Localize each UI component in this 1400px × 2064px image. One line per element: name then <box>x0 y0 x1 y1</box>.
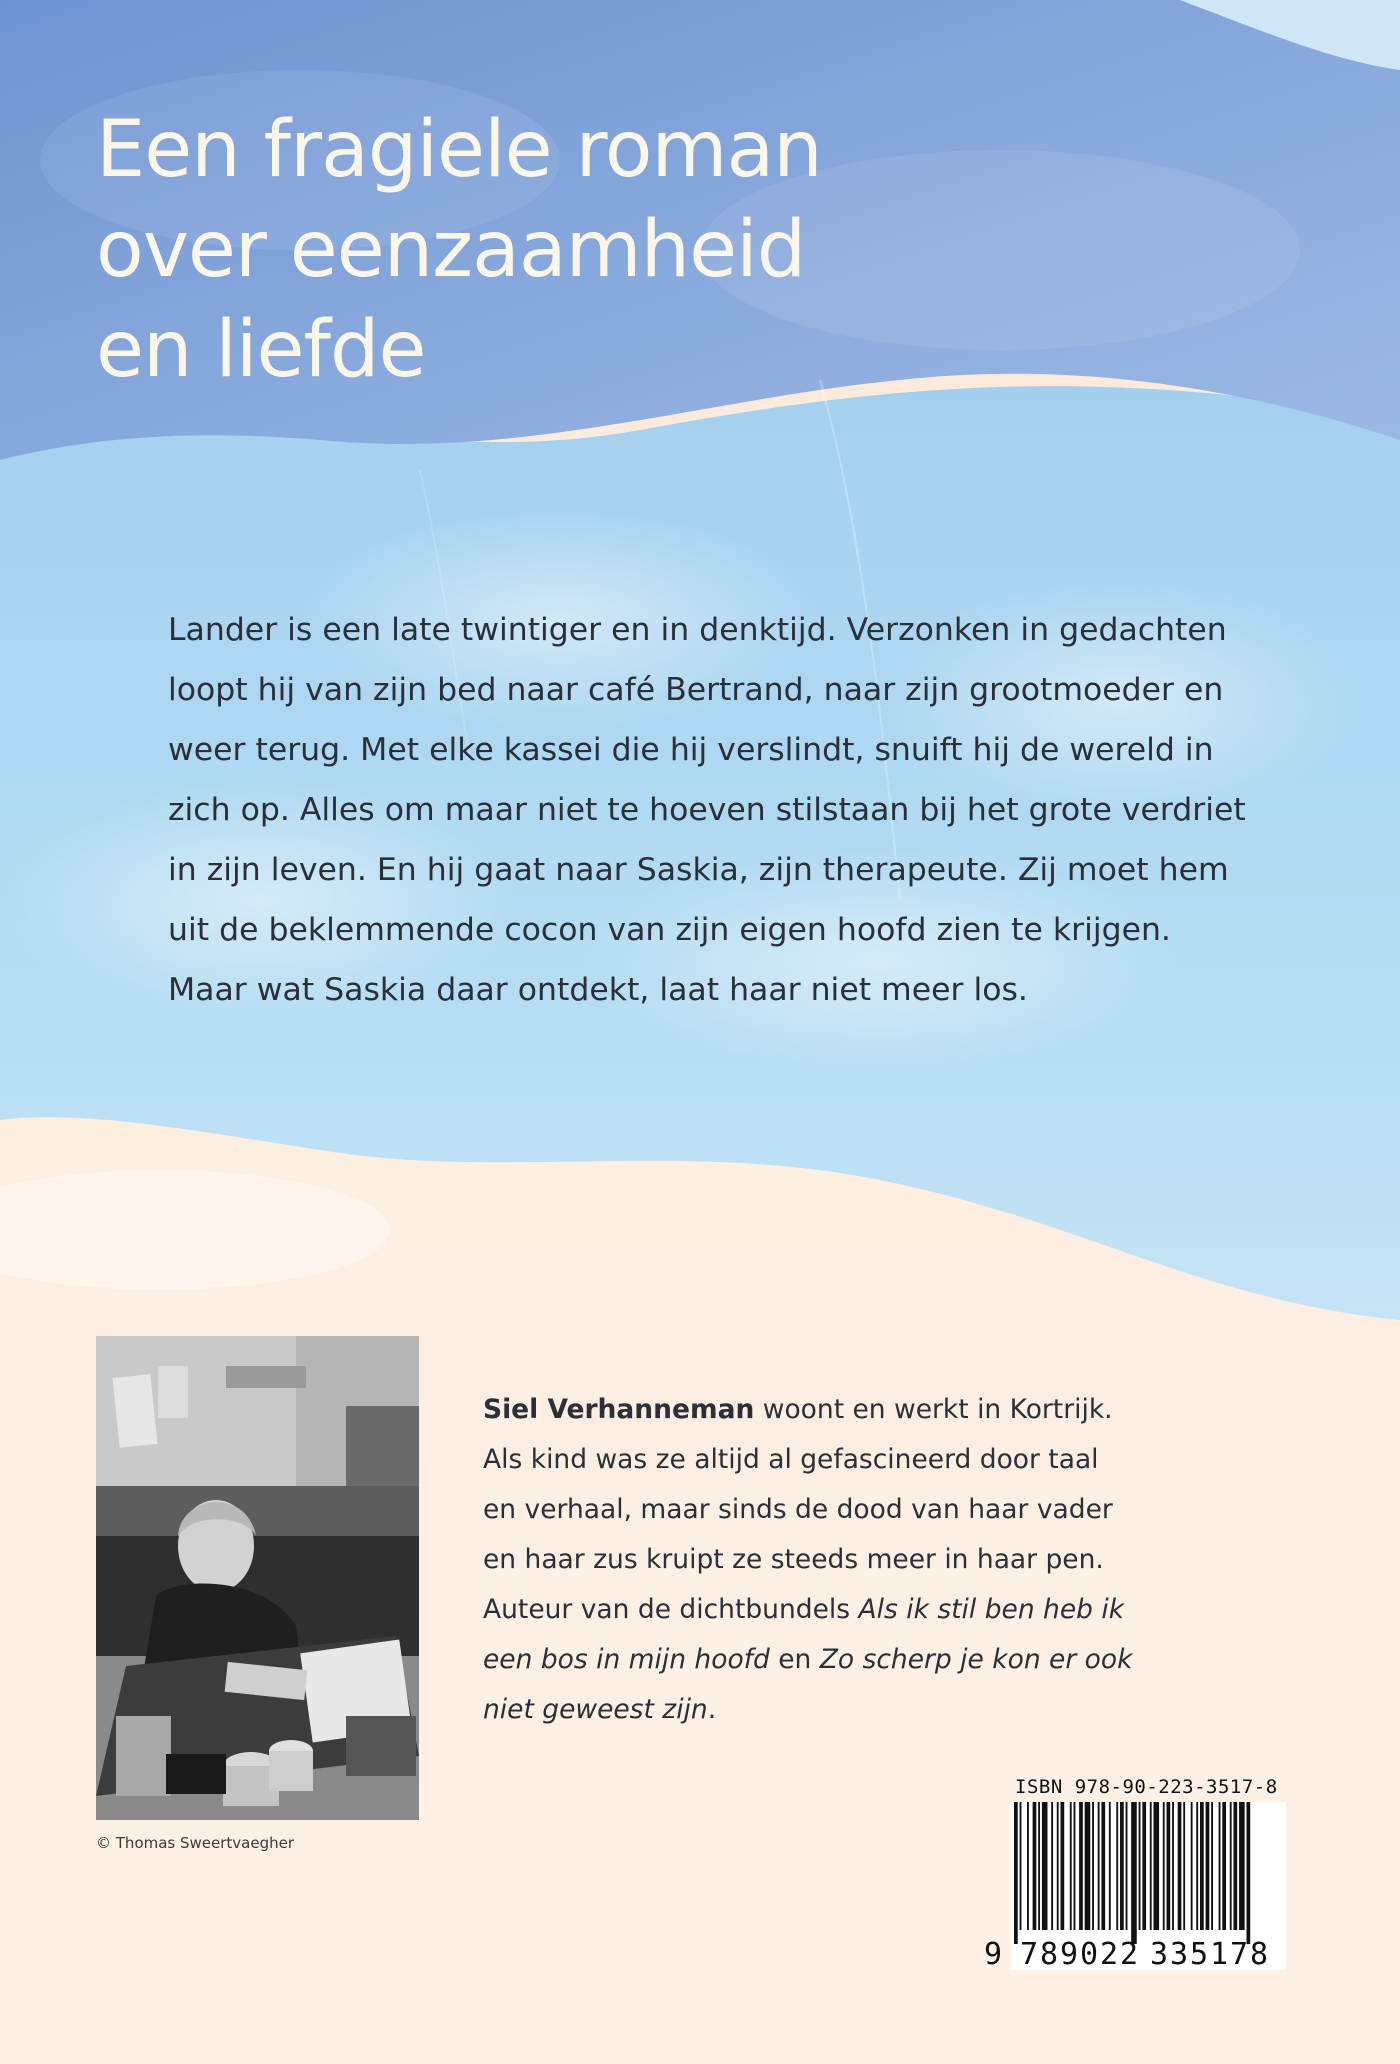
barcode-bar <box>1085 1802 1091 1930</box>
author-photo <box>96 1336 419 1820</box>
barcode-bar <box>1092 1802 1094 1930</box>
blurb-line: zich op. Alles om maar niet te hoeven stilstaan bij het grote verdriet <box>168 792 1246 828</box>
barcode-bar <box>1167 1802 1171 1930</box>
barcode-bar <box>1163 1802 1165 1930</box>
headline-line-3: en liefde <box>96 305 426 395</box>
work-title-2: Zo scherp je kon er ook <box>819 1644 1133 1675</box>
barcode-right-digits: 335178 <box>1150 1937 1268 1970</box>
barcode-bar <box>1222 1802 1226 1930</box>
blurb-line: Lander is een late twintiger en in denktijd. Verzonken in gedachten <box>168 612 1227 648</box>
bio-line <box>483 1685 1243 1735</box>
work-title-2-cont: niet geweest zijn <box>483 1694 708 1725</box>
bio-line <box>483 1585 1243 1635</box>
author-bio <box>483 1385 1243 1735</box>
blurb-line: loopt hij van zijn bed naar café Bertrand, naar zijn grootmoeder en <box>168 672 1224 708</box>
photo-credit: © Thomas Sweertvaegher <box>96 1834 295 1852</box>
headline-line-1: Een fragiele roman <box>96 105 822 195</box>
barcode-bar <box>1172 1802 1174 1930</box>
bio-line: en haar zus kruipt ze steeds meer in haar pen. <box>483 1544 1104 1575</box>
barcode-bar <box>1061 1802 1065 1930</box>
barcode-bar <box>1131 1802 1137 1944</box>
work-title-1-cont: een bos in mijn hoofd <box>483 1644 770 1675</box>
barcode-bar <box>1154 1802 1160 1930</box>
barcode-bar <box>1191 1802 1193 1930</box>
bio-line <box>483 1635 1243 1685</box>
barcode-bar <box>1247 1802 1251 1944</box>
barcode-bar <box>1020 1802 1022 1930</box>
barcode-bar <box>1051 1802 1053 1930</box>
blurb-line: in zijn leven. En hij gaat naar Saskia, zijn therapeute. Zij moet hem <box>168 852 1229 888</box>
barcode-bar <box>1230 1802 1232 1930</box>
barcode-bar <box>1098 1802 1100 1930</box>
bio-line: en verhaal, maar sinds de dood van haar vader <box>483 1494 1113 1525</box>
blurb-line: weer terug. Met elke kassei die hij verslindt, snuift hij de wereld in <box>168 732 1214 768</box>
barcode-bar <box>1027 1802 1029 1930</box>
barcode-bar <box>1206 1802 1210 1930</box>
blurb-line: uit de beklemmende cocon van zijn eigen hoofd zien te krijgen. <box>168 912 1171 948</box>
isbn-barcode <box>980 1776 1286 1970</box>
barcode-bar <box>1233 1802 1237 1930</box>
barcode-bar <box>1042 1802 1048 1930</box>
blurb-line: Maar wat Saskia daar ontdekt, laat haar niet meer los. <box>168 972 1028 1008</box>
barcode-bar <box>1178 1802 1182 1930</box>
barcode-bar <box>1038 1802 1040 1930</box>
bio-line <box>483 1385 1243 1435</box>
bio-line: Als kind was ze altijd al gefascineerd door taal <box>483 1444 1099 1475</box>
barcode-bar <box>1057 1802 1059 1930</box>
author-name: Siel Verhanneman <box>483 1394 755 1425</box>
barcode-bar <box>1101 1802 1105 1930</box>
barcode-bar <box>1219 1802 1221 1930</box>
headline <box>96 100 996 400</box>
barcode-bar <box>1014 1802 1018 1944</box>
barcode-bar <box>1033 1802 1037 1930</box>
headline-line-2: over eenzaamheid <box>96 205 806 295</box>
barcode-bar <box>1126 1802 1128 1930</box>
works-joiner: en <box>769 1644 820 1675</box>
barcode-bars <box>980 1802 1286 1970</box>
barcode-bar <box>1070 1802 1072 1930</box>
barcode-bar <box>1139 1802 1141 1930</box>
barcode-bar <box>1211 1802 1213 1930</box>
isbn-label: ISBN 978-90-223-3517-8 <box>1015 1776 1278 1798</box>
barcode-bar <box>1074 1802 1076 1930</box>
barcode-bar <box>1120 1802 1124 1930</box>
barcode-bar <box>1116 1802 1118 1930</box>
barcode-bar <box>1200 1802 1204 1930</box>
barcode-bar <box>1109 1802 1111 1930</box>
work-title-1: Als ik stil ben heb ik <box>858 1594 1125 1625</box>
barcode-first-digit: 9 <box>984 1937 1003 1970</box>
barcode-bar <box>1183 1802 1185 1930</box>
barcode-bar <box>1150 1802 1152 1930</box>
bio-intro: woont en werkt in Kortrijk. <box>754 1394 1113 1425</box>
barcode-bar <box>1196 1802 1198 1930</box>
works-intro: Auteur van de dichtbundels <box>483 1594 859 1625</box>
barcode-left-digits: 789022 <box>1020 1937 1138 1970</box>
barcode-bar <box>1142 1802 1146 1930</box>
barcode-bar <box>1239 1802 1245 1930</box>
works-end: . <box>707 1694 717 1725</box>
barcode-bar <box>1079 1802 1083 1930</box>
blurb-paragraph <box>168 600 1318 1020</box>
